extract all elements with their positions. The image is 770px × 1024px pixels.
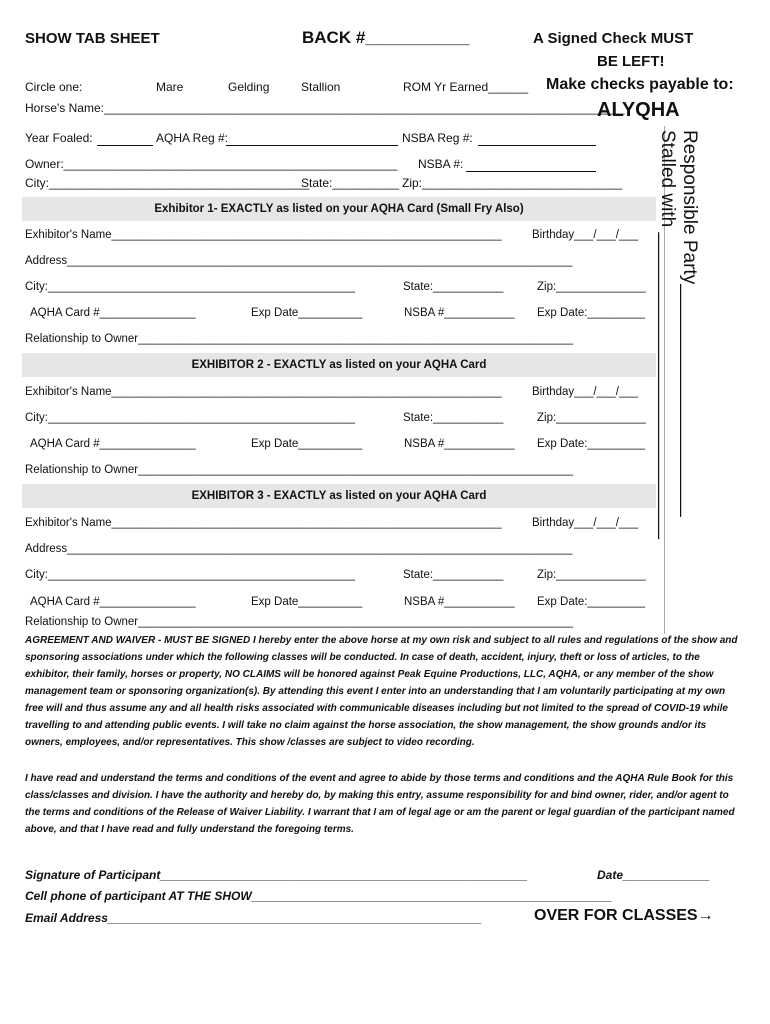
exhibitor3-exp-date-field[interactable]: Exp Date__________ — [251, 596, 363, 608]
owner-city-field[interactable]: City:_______________________________________ — [25, 176, 310, 190]
exhibitor3-nsba-field[interactable]: NSBA #___________ — [404, 596, 515, 608]
exhibitor2-heading-band — [22, 353, 656, 377]
exhibitor2-city-field[interactable]: City:________________________________________________ — [25, 412, 355, 424]
exhibitor3-relationship-field[interactable]: Relationship to Owner____________________________________________________________________ — [25, 616, 574, 628]
rom-year-field[interactable]: ROM Yr Earned______ — [403, 80, 529, 94]
exhibitor1-state-field[interactable]: State:___________ — [403, 281, 504, 293]
aqha-reg-line[interactable] — [226, 145, 398, 146]
signature-date-field[interactable]: Date_____________ — [597, 868, 710, 882]
exhibitor2-nsba-exp-field[interactable]: Exp Date:_________ — [537, 438, 646, 450]
exhibitor3-state-field[interactable]: State:___________ — [403, 569, 504, 581]
exhibitor3-heading-band — [22, 484, 656, 508]
back-number-field[interactable]: BACK #___________ — [302, 28, 470, 47]
responsible-party-text: Responsible Party______________________ — [679, 130, 700, 517]
exhibitor3-birthday-field[interactable]: Birthday___/___/___ — [532, 517, 639, 529]
exhibitor1-heading-band — [22, 197, 656, 221]
payee-name: ALYQHA — [597, 99, 680, 121]
stallion-option[interactable]: Stallion — [301, 80, 341, 94]
nsba-number-line[interactable] — [466, 171, 596, 172]
owner-state-field[interactable]: State:__________ — [301, 176, 400, 190]
owner-zip-field[interactable]: Zip:______________________________ — [402, 176, 623, 190]
check-notice-line2: BE LEFT! — [597, 53, 665, 70]
exhibitor2-exp-date-field[interactable]: Exp Date__________ — [251, 438, 363, 450]
exhibitor3-heading: EXHIBITOR 3 - EXACTLY as listed on your AQHA Card — [191, 490, 487, 502]
exhibitor1-name-field[interactable]: Exhibitor's Name_____________________________________________________________ — [25, 229, 502, 241]
check-notice-line1: A Signed Check MUST — [533, 30, 694, 47]
exhibitor1-nsba-exp-field[interactable]: Exp Date:_________ — [537, 307, 646, 319]
form-title: SHOW TAB SHEET — [25, 30, 160, 47]
horse-name-field[interactable]: Horse's Name:______________________________________________________________________________ — [25, 101, 625, 115]
nsba-reg-line[interactable] — [478, 145, 596, 146]
owner-field[interactable]: Owner:__________________________________________________ — [25, 157, 398, 171]
mare-option[interactable]: Mare — [156, 80, 184, 94]
participant-signature-field[interactable]: Signature of Participant_______________________________________________________ — [25, 868, 528, 882]
cell-phone-field[interactable]: Cell phone of participant AT THE SHOW______________________________________________________ — [25, 889, 613, 903]
exhibitor1-birthday-field[interactable]: Birthday___/___/___ — [532, 229, 639, 241]
exhibitor2-nsba-field[interactable]: NSBA #___________ — [404, 438, 515, 450]
exhibitor1-nsba-field[interactable]: NSBA #___________ — [404, 307, 515, 319]
nsba-number-label: NSBA #: — [418, 157, 464, 171]
year-foaled-line[interactable] — [97, 145, 153, 146]
exhibitor2-zip-field[interactable]: Zip:______________ — [537, 412, 646, 424]
exhibitor2-name-field[interactable]: Exhibitor's Name_____________________________________________________________ — [25, 386, 502, 398]
exhibitor2-relationship-field[interactable]: Relationship to Owner____________________________________________________________________ — [25, 464, 574, 476]
year-foaled-label: Year Foaled: — [25, 131, 93, 145]
exhibitor1-zip-field[interactable]: Zip:______________ — [537, 281, 646, 293]
exhibitor2-heading: EXHIBITOR 2 - EXACTLY as listed on your AQHA Card — [191, 359, 487, 371]
exhibitor3-city-field[interactable]: City:________________________________________________ — [25, 569, 355, 581]
exhibitor2-aqha-card-field[interactable]: AQHA Card #_______________ — [30, 438, 196, 450]
circle-one-label: Circle one: — [25, 80, 83, 94]
exhibitor2-state-field[interactable]: State:___________ — [403, 412, 504, 424]
exhibitor1-address-field[interactable]: Address_______________________________________________________________________________ — [25, 255, 573, 267]
exhibitor3-address-field[interactable]: Address_______________________________________________________________________________ — [25, 543, 573, 555]
exhibitor2-birthday-field[interactable]: Birthday___/___/___ — [532, 386, 639, 398]
exhibitor3-aqha-card-field[interactable]: AQHA Card #_______________ — [30, 596, 196, 608]
gelding-option[interactable]: Gelding — [228, 80, 270, 94]
nsba-reg-label: NSBA Reg #: — [402, 131, 473, 145]
exhibitor3-zip-field[interactable]: Zip:______________ — [537, 569, 646, 581]
aqha-reg-label: AQHA Reg #: — [156, 131, 229, 145]
exhibitor1-city-field[interactable]: City:________________________________________________ — [25, 281, 355, 293]
stalled-with-text: Stalled with _____________________________ — [657, 130, 678, 539]
agreement-acknowledgement-text: I have read and understand the terms and conditions of the event and agree to abide by those terms and conditions and the AQHA Rule Book for this class/classes and division. I have the authority and hereby do, by making this entry, assume responsibility for and bind owner, rider, and/or agent to the terms and conditions of the Release of Waiver Liability. I warrant that I am of legal age or am the parent or legal guardian of the participant named above, and that I have read and fully understand the foregoing terms. — [25, 773, 735, 835]
over-for-classes-note: OVER FOR CLASSES→ — [534, 907, 714, 924]
payable-notice: Make checks payable to: — [546, 76, 734, 93]
exhibitor3-name-field[interactable]: Exhibitor's Name_____________________________________________________________ — [25, 517, 502, 529]
email-address-field[interactable]: Email Address________________________________________________________ — [25, 911, 482, 925]
exhibitor1-heading: Exhibitor 1- EXACTLY as listed on your AQHA Card (Small Fry Also) — [154, 203, 524, 215]
exhibitor1-aqha-card-field[interactable]: AQHA Card #_______________ — [30, 307, 196, 319]
agreement-waiver-text: AGREEMENT AND WAIVER - MUST BE SIGNED I hereby enter the above horse at my own risk and subject to all rules and regulations of the show and sponsoring associations under which the following classes will be conducted. In case of death, accident, injury, theft or loss of articles, to the exhibitor, their family, horses or property, NO CLAIMS will be honored against Peak Equine Productions, LLC, AQHA, or any member of the show management team or sponsoring organization(s). By attending this event I enter into an understanding that I am voluntarily participating at my own free will and thus assume any and all health risks associated with communicable diseases including but not limited to the spread of COVID-19 while travelling to and attending public events. I will take no claim against the horse association, the show management, the show grounds and/or its owners, employees, and/or representatives. This show /classes are subject to video recording. — [25, 635, 738, 748]
exhibitor3-nsba-exp-field[interactable]: Exp Date:_________ — [537, 596, 646, 608]
exhibitor1-exp-date-field[interactable]: Exp Date__________ — [251, 307, 363, 319]
exhibitor1-relationship-field[interactable]: Relationship to Owner____________________________________________________________________ — [25, 333, 574, 345]
responsible-party-field[interactable] — [656, 130, 700, 539]
